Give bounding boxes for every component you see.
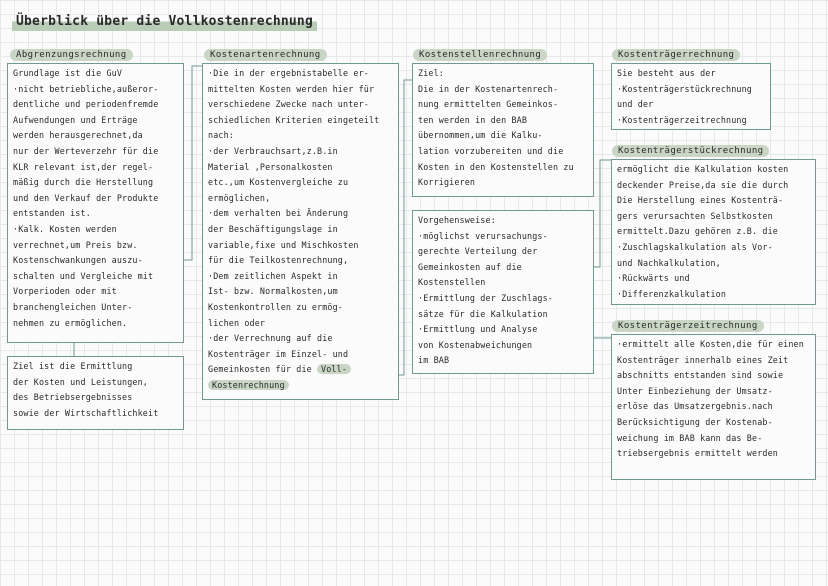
heading-kostentraegerstueckrechnung: Kostenträgerstückrechnung <box>612 145 769 157</box>
kostentraegerzeit-box: ·ermittelt alle Kosten,die für einen Kostenträger innerhalb eines Zeit abschnitts entstanden sind sowie Unter Einbeziehung der Umsatz- erlöse das Umsatzergebnis.nach Berücksichtigung der Kostenab- weichung im BAB kann das Be- triebsergebnis ermittelt werden <box>611 334 816 480</box>
highlight-kostenrechnung: Kostenrechnung <box>208 380 289 390</box>
kostenstellen-ziel-box: Ziel: Die in der Kostenartenrech- nung ermittelten Gemeinkos- ten werden in den BAB übernommen,um die Kalku- lation vorzubereiten und die Kosten in den Kostenstellen zu Korrigieren <box>412 63 594 197</box>
highlight-voll: Voll- <box>317 364 351 374</box>
abgrenzung-box: Grundlage ist die GuV ·nicht betriebliche,außeror- dentliche und periodenfremde Aufwendungen und Erträge werden herausgerechnet,da nur der Werteverzehr für die KLR relevant ist,der regel- mäßig durch die Herstellung und den Verkauf der Produkte entstanden ist. ·Kalk. Kosten werden verrechnet,um Preis bzw. Kostenschwankungen auszu- schalten und Vergleiche mit Vorperioden oder mit branchengleichen Unter- nehmen zu ermöglichen. <box>7 63 184 343</box>
kostenarten-text: ·Die in der ergebnistabelle er- mittelten Kosten werden hier für verschiedene Zwecke nach unter- schiedlichen Kriterien eingeteilt nach: ·der Verbrauchsart,z.B.in Material ,Personalkosten etc.,um Kostenvergleiche zu ermöglichen, ·dem verhalten bei Änderung der Beschäftigungslage in variable,fixe und Mischkosten für die Teilkostenrechnung, ·Dem zeitlichen Aspekt in Ist- bzw. Normalkosten,um Kostenkontrollen zu ermög- lichen oder ·der Verrechnung auf die Kostenträger im Einzel- und Gemeinkosten für die <box>208 68 380 375</box>
heading-kostenartenrechnung: Kostenartenrechnung <box>204 49 327 61</box>
page-title: Überblick über die Vollkostenrechnung <box>12 14 317 31</box>
heading-abgrenzungsrechnung: Abgrenzungsrechnung <box>10 49 133 61</box>
heading-kostentraegerrechnung: Kostenträgerrechnung <box>612 49 740 61</box>
kostentraeger-box: Sie besteht aus der ·Kostenträgerstückrechnung und der ·Kostenträgerzeitrechnung <box>611 63 771 130</box>
heading-kostentraegerzeitrechnung: Kostenträgerzeitrechnung <box>612 320 764 332</box>
heading-kostenstellenrechnung: Kostenstellenrechnung <box>413 49 547 61</box>
kostentraegerstueck-box: ermöglicht die Kalkulation kosten deckender Preise,da sie die durch Die Herstellung eines Kostenträ- gers verursachten Selbstkosten ermittelt.Dazu gehören z.B. die ·Zuschlagskalkulation als Vor- und Nachkalkulation, ·Rückwärts und ·Differenzkalkulation <box>611 159 816 305</box>
vorgehensweise-box: Vorgehensweise: ·möglichst verursachungs- gerechte Verteilung der Gemeinkosten auf die Kostenstellen ·Ermittlung der Zuschlags- sätze für die Kalkulation ·Ermittlung und Analyse von Kostenabweichungen im BAB <box>412 210 594 374</box>
ziel-box: Ziel ist die Ermittlung der Kosten und Leistungen, des Betriebsergebnisses sowie der Wirtschaftlichkeit <box>7 356 184 430</box>
kostenarten-box <box>202 63 399 400</box>
